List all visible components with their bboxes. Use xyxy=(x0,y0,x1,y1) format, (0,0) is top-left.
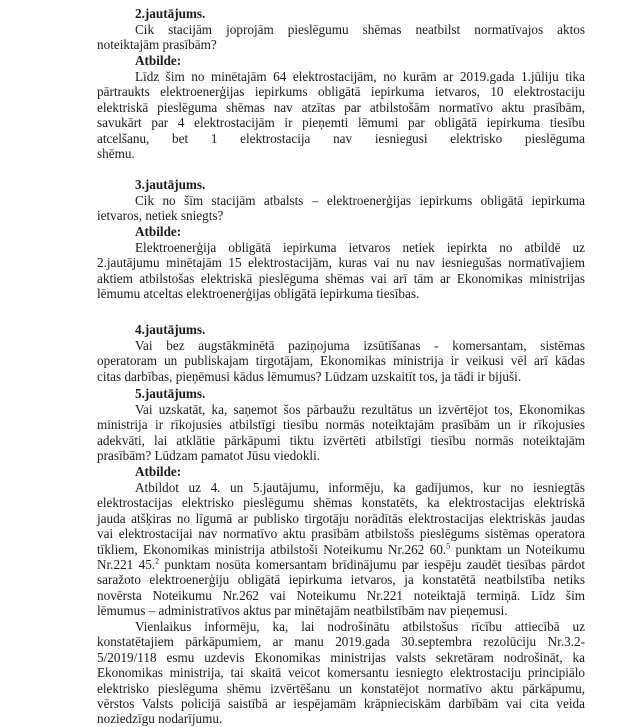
q5-answer-line: lēmumus – administratīvos aktus par minētajām neatbilstībām nav pieņemusi. xyxy=(97,603,508,619)
q5-answer-line: Vienlaikus informēju, ka, lai nodrošinātu atbilstošus rīcību attiecībā uz xyxy=(135,619,585,634)
q5-answer-line: jauda atšķiras no līgumā ar publisko tirgotāju norādītās elektrostacijas elektriskās jaudas xyxy=(97,510,585,526)
q5-answer-line xyxy=(97,542,585,557)
q2-question-line: Cik stacijām joprojām pieslēgumu shēmas neatbilst normatīvajos aktos xyxy=(135,22,585,37)
q2-answer-line: savukārt par 4 elektrostacijām ir pieņemti lēmumi par obligātā iepirkuma tiesību xyxy=(97,115,585,131)
q5-answer-label: Atbilde: xyxy=(135,464,182,479)
q3-question xyxy=(97,193,585,224)
q3-answer-line: 2.jautājumu minētajām 15 elektrostacijām, kuras vai nu nav iesniegušas normatīvajiem xyxy=(97,255,585,271)
q4-question-line: Vai bez augstākminētā paziņojuma izsūtīšanas - komersantam, sistēmas xyxy=(135,338,585,353)
q2-heading: 2.jautājums. xyxy=(135,6,206,21)
q5-heading: 5.jautājums. xyxy=(135,386,206,401)
q3-answer xyxy=(97,240,585,302)
q2-answer-line: elektriskā pieslēguma shēmas nav atzītas par atbilstošām normatīvo aktu prasībām, xyxy=(97,99,585,115)
q3-heading: 3.jautājums. xyxy=(135,177,206,192)
q5-answer-line: Ekonomikas ministrija, tai skaitā veicot komersantu iesniegto elektrostaciju principiālo xyxy=(97,665,585,681)
q2-answer xyxy=(97,69,585,161)
q3-question-line: ietvaros, netiek sniegts? xyxy=(97,208,224,224)
q4-question xyxy=(97,338,585,384)
q5-question-line: adekvāti, lai atklātie pārkāpumi tiktu izvērtēti atbilstīgi tiesību normās noteiktajām xyxy=(97,432,585,448)
q4-heading: 4.jautājums. xyxy=(135,322,206,337)
q2-answer-label: Atbilde: xyxy=(135,53,182,68)
q5-answer-text: punktam nosūta komersantam brīdinājumu par iespēju zaudēt tiesības pārdot xyxy=(159,556,586,572)
q5-answer-line: vērstos Valsts policijā saistībā ar iespējamām krāpnieciskām darbībām vai cita veida xyxy=(97,695,585,711)
q3-answer-line: Elektroenerģija obligātā iepirkuma ietvaros netiek iepirkta no atbildē uz xyxy=(135,240,585,255)
q5-answer-line: elektrisko pieslēguma shēmu izvērtēšanu un konstatējot normatīvo aktu pārkāpumu, xyxy=(97,680,585,696)
q5-answer-text: Nr.221 45. xyxy=(97,556,156,572)
q4-question-line: operatoram un publiskajam tirgotājam, Ekonomikas ministrija ir veikusi vēl arī kādas xyxy=(97,353,585,369)
q5-answer-line: saražoto elektroenerģiju obligātā iepirkuma ietvaros, ja konstatētā neatbilstība netiks xyxy=(97,572,585,588)
q3-question-line: Cik no šīm stacijām atbalsts – elektroenerģijas iepirkums obligātā iepirkuma xyxy=(135,193,585,208)
q5-answer-line: konstatētajiem pārkāpumiem, ar manu 2019.gada 30.septembra rezolūciju Nr.3.2- xyxy=(97,634,585,650)
q3-answer-line: aktiem atbilstošas elektriskā pieslēguma shēmas vai arī tām ar Ekonomikas ministrijas xyxy=(97,270,585,286)
q2-question-line: noteiktajām prasībām? xyxy=(97,37,217,53)
q5-answer-line: novērsta Noteikumu Nr.262 vai Noteikumu Nr.221 noteiktajā termiņā. Līdz šim xyxy=(97,587,585,603)
q5-answer-line: 5/2019/118 esmu uzdevis Ekonomikas ministrijas valsts sekretāram nodrošināt, ka xyxy=(97,649,585,665)
q5-question-line: Vai uzskatāt, ka, saņemot šos pārbaužu rezultātus un izvērtējot tos, Ekonomikas xyxy=(135,402,585,417)
q5-question xyxy=(97,402,585,464)
q2-answer-line: Līdz šim no minētajām 64 elektrostacijām, no kurām ar 2019.gada 1.jūliju tika xyxy=(135,69,585,84)
q2-answer-line: atcelšanu, bet 1 elektrostacija nav iesniegusi elektrisko pieslēguma xyxy=(97,130,585,146)
superscript: 5 xyxy=(446,541,451,551)
q5-question-line: prasībām? Lūdzam pamatot Jūsu viedokli. xyxy=(97,448,321,464)
q5-answer-line xyxy=(97,557,585,572)
q4-question-line: citas darbības, pieņēmusi kādus lēmumus? Lūdzam uzskaitīt tos, ja tādi ir bijuši. xyxy=(97,368,522,384)
q5-answer-text: tīkliem, Ekonomikas ministrija atbilstoši Noteikumu Nr.262 60. xyxy=(97,541,447,557)
q5-answer-line: noziedzīgu nodarījumu. xyxy=(97,711,223,727)
q5-answer-line: Atbildot uz 4. un 5.jautājumu, informēju, ka gadījumos, kur no iesniegtās xyxy=(135,480,585,495)
q2-answer-line: shēmu. xyxy=(97,145,135,161)
q5-answer-line: elektrostacijas elektrisko pieslēgumu shēmas konstatēts, ka elektrostacijas elektriskā xyxy=(97,495,585,511)
q3-answer-label: Atbilde: xyxy=(135,224,182,239)
q5-answer-text: punktam un Noteikumu xyxy=(450,541,585,557)
q5-answer-line: vai elektrostacijai nav normatīvo aktu prasībām atbilstošs pieslēgums sistēmas operatora xyxy=(97,526,585,542)
q5-question-line: ministrija ir rīkojusies atbilstīgi tiesību normās noteiktajām prasībām un ir rīkojusies xyxy=(97,417,585,433)
q5-answer xyxy=(97,480,585,619)
q2-answer-line: pārtraukts elektroenerģijas iepirkums obligātā iepirkuma ietvaros, 10 elektrostaciju xyxy=(97,84,585,100)
q5-answer-continued xyxy=(97,619,585,727)
q2-question xyxy=(97,22,585,53)
q3-answer-line: lēmumu atceltas elektroenerģijas obligātā iepirkuma tiesības. xyxy=(97,286,420,302)
superscript: 2 xyxy=(155,556,160,566)
